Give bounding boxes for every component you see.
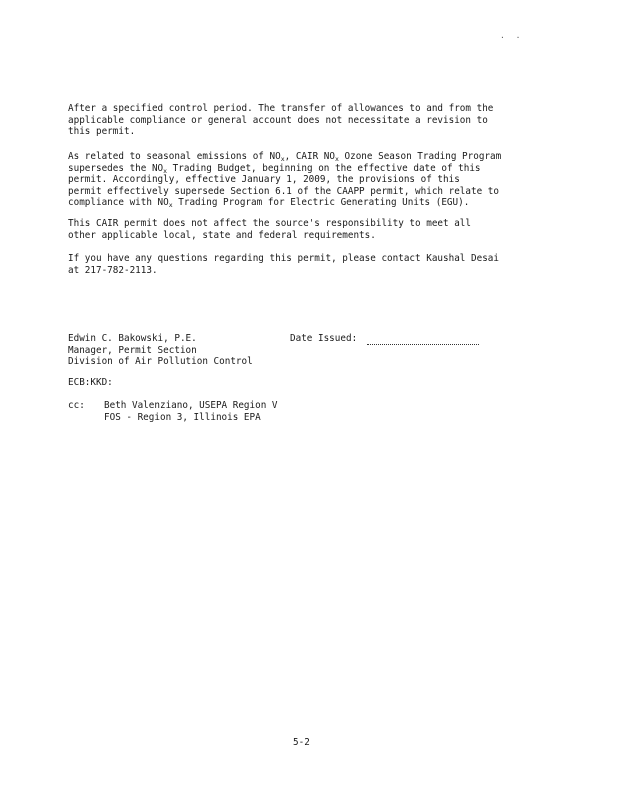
subscript: x (163, 166, 168, 175)
text-line: applicable compliance or general account does not necessitate a revision to (68, 114, 488, 126)
text-line: After a specified control period. The transfer of allowances to and from the (68, 103, 494, 114)
text-fragment: supersedes the NO (68, 162, 164, 174)
date-issued-blank (367, 335, 479, 345)
text-fragment: , CAIR NO (284, 151, 335, 162)
subscript: x (280, 155, 285, 163)
text-line: If you have any questions regarding this permit, please contact Kaushal Desai (68, 253, 499, 264)
header-mark: . . (500, 31, 524, 40)
text-fragment: As related to seasonal emissions of NO (68, 151, 281, 162)
text-fragment: compliance with NO (68, 197, 169, 208)
cc-recipient: FOS - Region 3, Illinois EPA (104, 411, 261, 423)
paragraph-allowance-transfer (68, 103, 548, 138)
cc-label: cc: (68, 400, 85, 411)
subscript: x (335, 155, 339, 163)
text-fragment: Trading Budget, beginning on the effective date of this (167, 162, 481, 174)
signature-block (68, 333, 253, 368)
signer-name: Edwin C. Bakowski, P.E. (68, 333, 197, 344)
paragraph-requirements (68, 218, 548, 241)
text-line: other applicable local, state and federal requirements. (68, 229, 376, 241)
page-number: 5-2 (293, 737, 310, 748)
text-line (68, 163, 548, 175)
cc-recipient-list (104, 400, 278, 423)
paragraph-seasonal-emissions (68, 151, 548, 209)
text-fragment: Ozone Season Trading Program (338, 151, 502, 162)
text-line: permit effectively supersede Section 6.1 of the CAAPP permit, which relate to (68, 185, 499, 197)
signer-title: Manager, Permit Section (68, 344, 197, 356)
text-line: permit. Accordingly, effective January 1, 2009, the provisions of this (68, 174, 460, 185)
text-line: This CAIR permit does not affect the source's responsibility to meet all (68, 218, 471, 229)
date-issued-label: Date Issued: (290, 333, 358, 344)
text-line (68, 151, 548, 163)
text-line (68, 197, 548, 209)
subscript: x (168, 201, 173, 209)
text-line: at 217-782-2113. (68, 264, 158, 276)
date-issued (290, 333, 479, 345)
paragraph-contact (68, 253, 548, 276)
text-fragment: Trading Program for Electric Generating Units (EGU). (172, 197, 470, 208)
cc-recipient: Beth Valenziano, USEPA Region V (104, 400, 278, 411)
text-line: this permit. (68, 126, 136, 137)
reference-initials: ECB:KKD: (68, 377, 113, 388)
signer-division: Division of Air Pollution Control (68, 356, 253, 367)
